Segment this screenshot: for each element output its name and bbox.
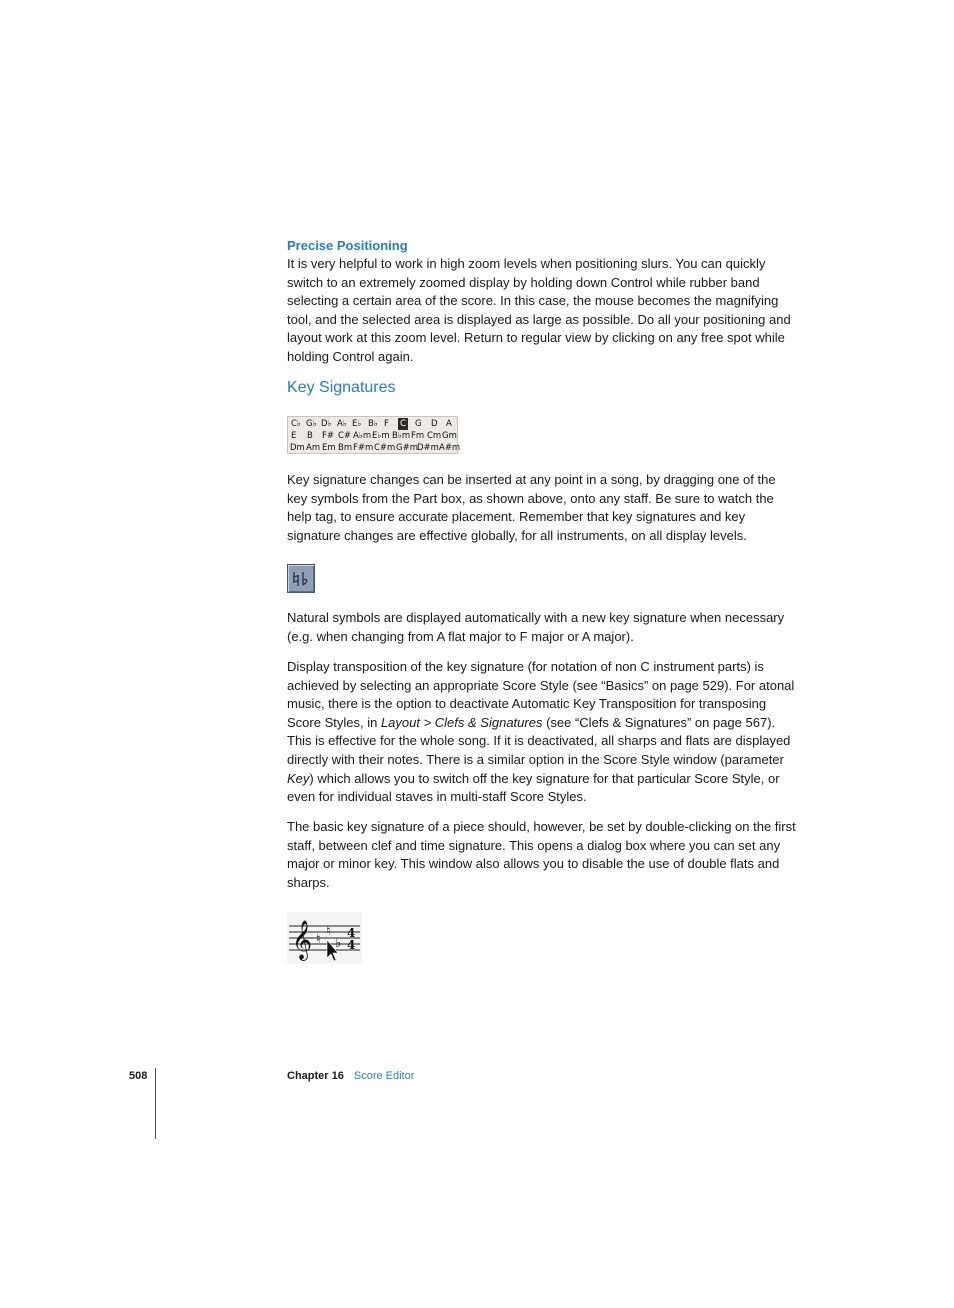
key-symbol[interactable]: Am xyxy=(306,443,321,453)
natural-icon: ♮ xyxy=(326,924,331,939)
time-signature-icon: 4 xyxy=(347,938,356,952)
chapter-label: Chapter 16 xyxy=(287,1070,344,1082)
key-symbol[interactable]: Cm xyxy=(427,431,442,441)
paragraph-display-transposition xyxy=(287,658,797,807)
key-symbol[interactable]: D♭ xyxy=(321,419,332,429)
key-symbol[interactable]: F# xyxy=(322,431,335,441)
key-symbol[interactable]: D xyxy=(431,419,438,429)
text-segment: (see “Clefs & Signatures” on page 567). This is effective for the whole song. If it is deactivated, all sharps and flats are displayed directly with their notes. There is a similar option in the Score Style window (parameter xyxy=(287,714,791,767)
block-paragraph-2 xyxy=(287,609,797,646)
staff-illustration xyxy=(287,912,362,964)
key-symbol[interactable]: A♭ xyxy=(337,419,347,429)
key-symbol[interactable]: E xyxy=(291,431,297,441)
footer-chapter xyxy=(287,1070,414,1082)
section-precise-positioning xyxy=(287,237,797,367)
menu-path-text: Layout > Clefs & Signatures xyxy=(380,714,543,730)
text-segment: ) which allows you to switch off the key signature for that particular Score Style, or even for individual staves in multi-staff Score Styles. xyxy=(287,770,780,805)
parameter-name-text: Key xyxy=(287,770,310,786)
natural-icon: ♮ xyxy=(316,932,321,947)
page-number: 508 xyxy=(129,1070,148,1082)
key-symbol[interactable]: Fm xyxy=(411,431,425,441)
key-symbol[interactable]: F#m xyxy=(353,443,374,453)
key-symbol[interactable]: D#m xyxy=(417,443,439,453)
key-symbol[interactable]: A xyxy=(446,419,452,429)
footer-divider xyxy=(155,1068,156,1139)
key-symbol[interactable]: C# xyxy=(338,431,352,441)
key-symbol[interactable]: B xyxy=(307,431,313,441)
staff-key-signature-icon xyxy=(287,912,362,964)
block-paragraph-4 xyxy=(287,818,797,892)
key-symbol[interactable]: C♭ xyxy=(291,419,301,429)
key-symbol[interactable]: A♭m xyxy=(353,431,372,441)
key-symbol[interactable]: F xyxy=(384,419,389,429)
block-paragraph-1 xyxy=(287,471,797,545)
key-symbol[interactable]: B♭ xyxy=(368,419,378,429)
key-symbol[interactable]: Em xyxy=(322,443,336,453)
paragraph-natural-symbols: Natural symbols are displayed automatically with a new key signature when necessary (e.g. when changing from A flat major to F major or A major). xyxy=(287,610,785,644)
key-symbol-selected[interactable]: C xyxy=(400,419,406,429)
flat-icon: ♭ xyxy=(335,936,342,951)
key-signature-part-box xyxy=(287,416,461,454)
natural-flat-icon xyxy=(288,565,314,592)
natural-symbol-button[interactable] xyxy=(287,564,315,593)
key-symbol[interactable]: C#m xyxy=(374,443,396,453)
paragraph-key-signature-changes: Key signature changes can be inserted at any point in a song, by dragging one of the key symbols from the Part box, as shown above, onto any staff. Be sure to watch the help tag, to ensure accurate placement. Remember that key signatures and key signature changes are effective globally, for all instruments, on all display levels. xyxy=(287,472,776,543)
chapter-title-link[interactable]: Score Editor xyxy=(353,1070,415,1082)
paragraph-basic-key-signature: The basic key signature of a piece should, however, be set by double-clicking on the first staff, between clef and time signature. This opens a dialog box where you can set any major or minor key. This window also allows you to disable the use of double flats and sharps. xyxy=(287,819,796,890)
key-symbol[interactable]: E♭m xyxy=(372,431,390,441)
key-symbol[interactable]: E♭ xyxy=(352,419,362,429)
block-paragraph-3 xyxy=(287,658,797,807)
key-symbol[interactable]: B♭m xyxy=(392,431,411,441)
key-symbol[interactable]: Bm xyxy=(338,443,353,453)
key-symbol[interactable]: G xyxy=(415,419,422,429)
key-symbol[interactable]: G♭ xyxy=(306,419,317,429)
text-segment: Display transposition of the key signature (for notation of non C instrument parts) is achieved by selecting an appropriate Score Style (see “Basics” on page 529). For atonal music, there is the option to deactivate Automatic Key Transposition for transposing Score Styles, in xyxy=(287,659,795,730)
heading-key-signatures: Key Signatures xyxy=(287,379,396,396)
key-symbol[interactable]: Gm xyxy=(442,431,457,441)
key-symbol[interactable]: G#m xyxy=(396,443,418,453)
time-signature-icon: 4 xyxy=(347,926,356,940)
key-symbol[interactable]: Dm xyxy=(290,443,305,453)
paragraph-precise-positioning: It is very helpful to work in high zoom levels when positioning slurs. You can quickly switch to an extremely zoomed display by holding down Control while rubber band selecting a certain area of the score. In this case, the mouse becomes the magnifying tool, and the selected area is displayed as large as possible. Do all your positioning and layout work at this zoom level. Return to regular view by clicking on any free spot while holding Control again. xyxy=(287,256,791,364)
heading-precise-positioning: Precise Positioning xyxy=(287,238,408,253)
treble-clef-icon: 𝄞 xyxy=(292,920,313,960)
key-symbol[interactable]: A#m xyxy=(439,443,461,453)
